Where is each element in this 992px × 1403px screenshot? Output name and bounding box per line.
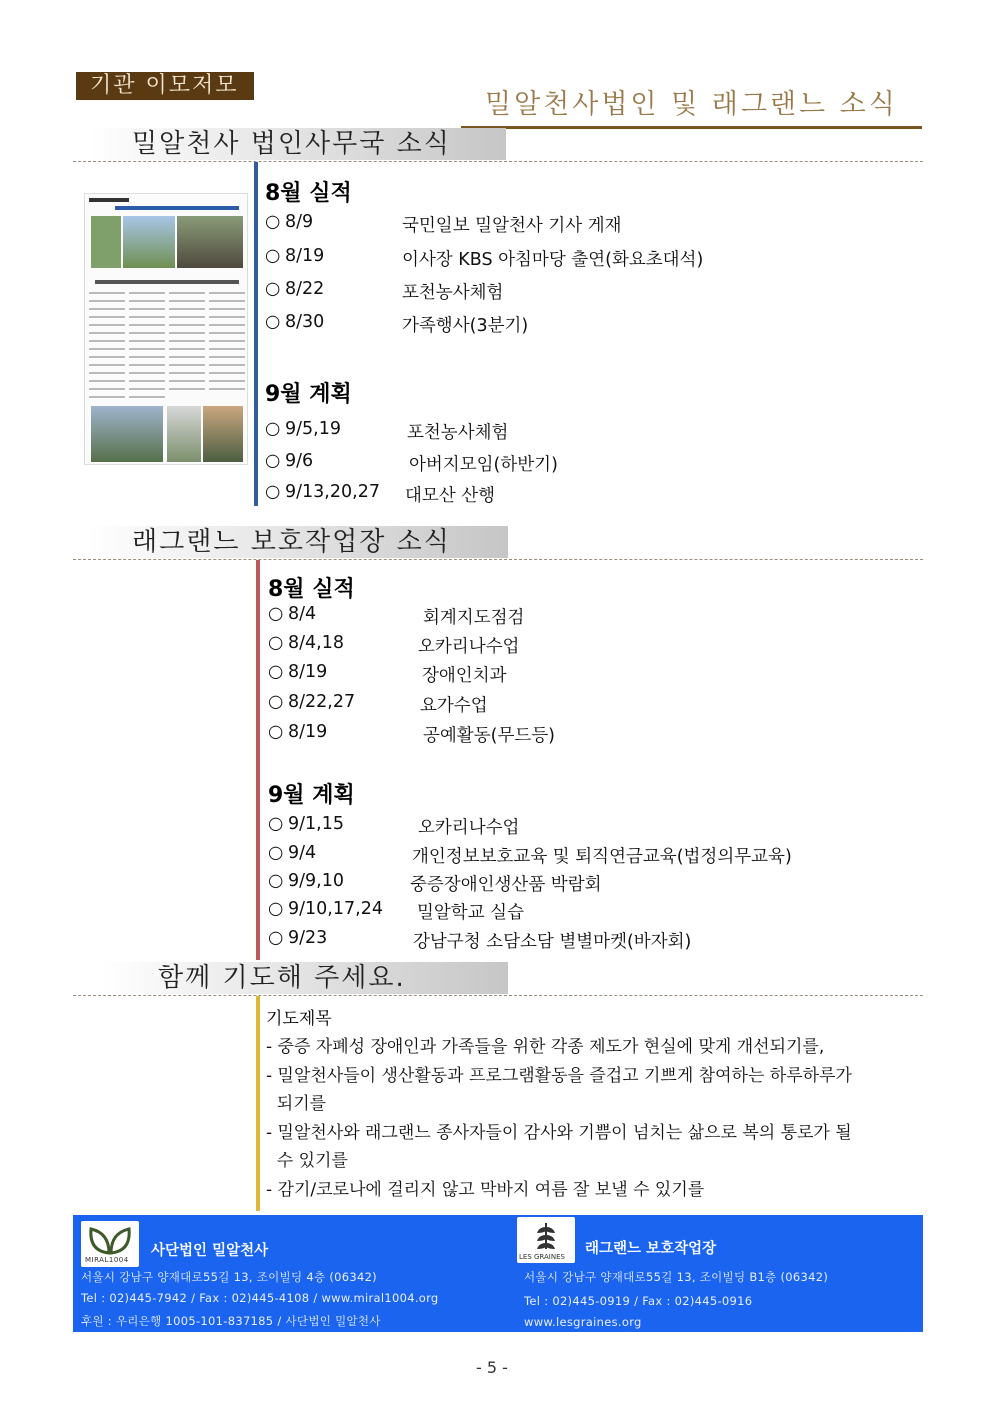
lesgraines-logo-text: LES GRAINES	[519, 1253, 565, 1261]
donation-info: 후원 : 우리은행 1005-101-837185 / 사단법인 밀알천사	[81, 1314, 381, 1328]
list-item: ○ 9/6 아버지모임(하반기)	[265, 451, 558, 475]
prayer-line: - 밀알천사와 래그랜느 종사자들이 감사와 기쁨이 넘치는 삶으로 복의 통로가 될	[266, 1123, 852, 1143]
list-item: ○ 8/4 회계지도점검	[268, 604, 525, 628]
list-item: ○ 9/23 강남구청 소담소담 별별마켓(바자회)	[268, 928, 692, 952]
list-item: ○ 8/19 이사장 KBS 아침마당 출연(화요초대석)	[265, 246, 704, 270]
list-item: ○ 8/19 공예활동(무드등)	[268, 722, 555, 746]
list-item: ○ 9/1,15 오카리나수업	[268, 814, 520, 838]
footer	[73, 1215, 923, 1332]
list-item: ○ 8/4,18 오카리나수업	[268, 633, 520, 657]
prayer-line: 되기를	[266, 1094, 327, 1114]
list-item: ○ 8/30 가족행사(3분기)	[265, 312, 529, 336]
page-title: 밀알천사법인 및 래그랜느 소식	[485, 89, 898, 120]
lesgraines-logo	[517, 1217, 575, 1263]
org-name-lesgraines: 래그랜느 보호작업장	[585, 1241, 717, 1257]
prayer-line: - 감기/코로나에 걸리지 않고 막바지 여름 잘 보낼 수 있기를	[266, 1180, 705, 1200]
accent-bar-blue	[254, 162, 258, 506]
prayer-line: 수 있기를	[266, 1151, 348, 1171]
prayer-line: - 중증 자폐성 장애인과 가족들을 위한 각종 제도가 현실에 맞게 개선되기를,	[266, 1037, 825, 1057]
aug-results-heading: 8월 실적	[268, 577, 355, 602]
list-item: ○ 9/9,10 중증장애인생산품 박람회	[268, 871, 602, 895]
section-divider	[73, 161, 923, 162]
section-header-corporate: 밀알천사 법인사무국 소식	[90, 128, 506, 160]
address-miral: 서울시 강남구 양재대로55길 13, 조이빌딩 4층 (06342)	[81, 1270, 377, 1284]
list-item: ○ 9/10,17,24 밀알학교 실습	[268, 899, 524, 923]
list-item: ○ 9/5,19 포천농사체험	[265, 419, 509, 443]
list-item: ○ 8/19 장애인치과	[268, 662, 507, 686]
address-lesgraines: 서울시 강남구 양재대로55길 13, 조이빌딩 B1층 (06342)	[524, 1270, 829, 1284]
section-header-prayer: 함께 기도해 주세요.	[100, 962, 508, 994]
contact-miral: Tel : 02)445-7942 / Fax : 02)445-4108 / www.miral1004.org	[81, 1291, 439, 1305]
accent-bar-yellow	[256, 996, 260, 1211]
section-divider	[73, 559, 923, 560]
miral-logo-text: MIRAL1004	[85, 1256, 129, 1264]
sep-plan-heading: 9월 계획	[265, 382, 352, 407]
list-item: ○ 8/9 국민일보 밀알천사 기사 게재	[265, 212, 622, 236]
page-number: - 5 -	[476, 1358, 508, 1377]
list-item: ○ 9/13,20,27 대모산 산행	[265, 482, 496, 506]
prayer-title: 기도제목	[266, 1009, 332, 1029]
title-divider	[461, 126, 922, 129]
prayer-line: - 밀알천사들이 생산활동과 프로그램활동을 즐겁고 기쁘게 참여하는 하루하루가	[266, 1066, 852, 1086]
org-name-miral: 사단법인 밀알천사	[151, 1243, 269, 1259]
contact-lesgraines: Tel : 02)445-0919 / Fax : 02)445-0916	[524, 1294, 753, 1308]
section-tab: 기관 이모저모	[76, 72, 254, 100]
section-divider	[73, 995, 923, 996]
aug-results-heading: 8월 실적	[265, 181, 352, 206]
list-item: ○ 9/4 개인정보보호교육 및 퇴직연금교육(법정의무교육)	[268, 843, 792, 867]
website-lesgraines[interactable]: www.lesgraines.org	[524, 1315, 642, 1329]
sep-plan-heading: 9월 계획	[268, 783, 355, 808]
section-header-workshop: 래그랜느 보호작업장 소식	[88, 526, 508, 558]
list-item: ○ 8/22,27 요가수업	[268, 692, 488, 716]
list-item: ○ 8/22 포천농사체험	[265, 279, 504, 303]
miral-logo	[81, 1221, 139, 1267]
accent-bar-red	[256, 560, 260, 960]
newspaper-article-image	[84, 193, 248, 465]
